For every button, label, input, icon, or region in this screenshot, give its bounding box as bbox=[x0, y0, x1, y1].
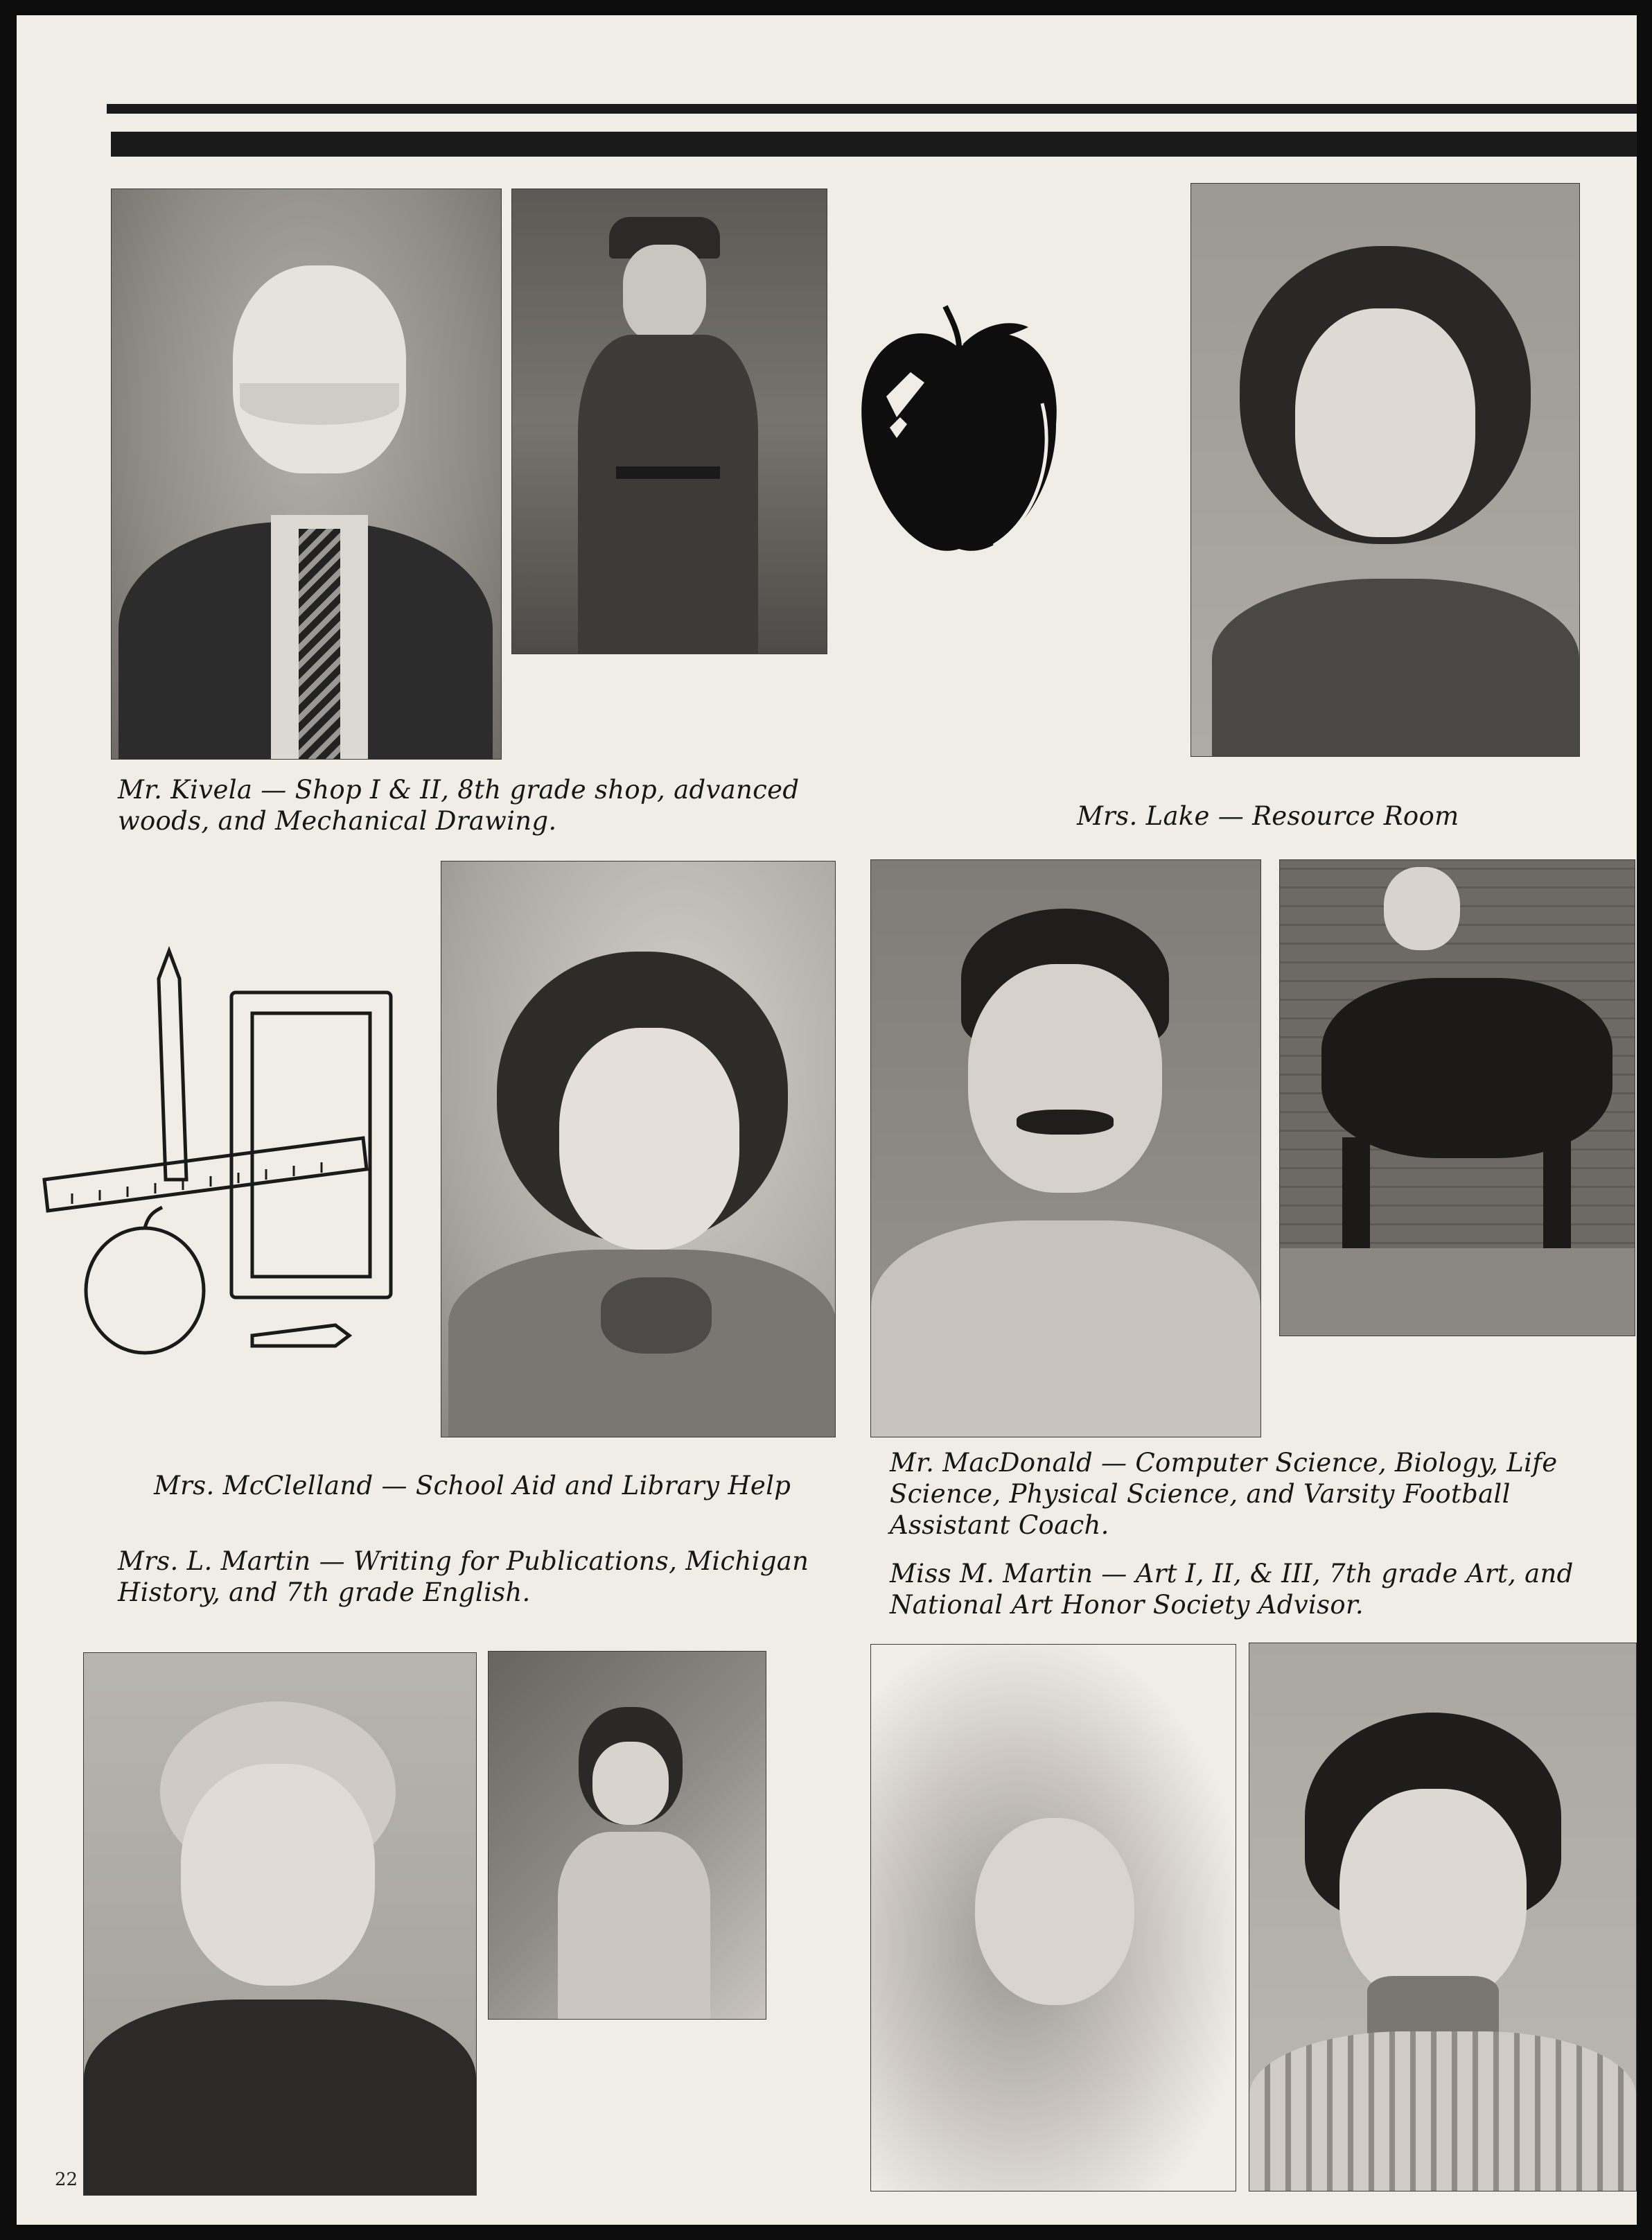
photo-l-martin-young bbox=[488, 1651, 766, 2020]
photo-mcclelland-portrait bbox=[441, 861, 836, 1437]
caption-mcclelland: Mrs. McClelland — School Aid and Library Help bbox=[154, 1471, 791, 1500]
apple-illustration bbox=[848, 299, 1070, 577]
photo-l-martin-portrait bbox=[83, 1652, 477, 2196]
caption-m-martin: Miss M. Martin — Art I, II, & III, 7th grade Art, and National Art Honor Society Advisor. bbox=[890, 1559, 1574, 1620]
photo-kivela-portrait bbox=[111, 189, 502, 760]
photo-m-martin-baby bbox=[870, 1644, 1236, 2191]
school-supplies-illustration bbox=[44, 937, 432, 1381]
photo-macdonald-portrait bbox=[870, 859, 1261, 1437]
photo-macdonald-childhood bbox=[1279, 859, 1635, 1336]
header-rule-thin bbox=[107, 104, 1637, 114]
caption-lake: Mrs. Lake — Resource Room bbox=[1077, 801, 1459, 831]
header-rule-thick bbox=[111, 132, 1637, 157]
caption-macdonald: Mr. MacDonald — Computer Science, Biology, Life Science, Physical Science, and Varsity Football Assistant Coach. bbox=[890, 1448, 1558, 1540]
photo-m-martin-portrait bbox=[1249, 1643, 1637, 2191]
photo-kivela-childhood bbox=[511, 189, 827, 654]
photo-lake-portrait bbox=[1190, 183, 1580, 757]
yearbook-page bbox=[17, 15, 1637, 2225]
page-number: 22 bbox=[55, 2169, 78, 2190]
caption-l-martin: Mrs. L. Martin — Writing for Publications, Michigan History, and 7th grade English. bbox=[118, 1546, 809, 1607]
caption-kivela: Mr. Kivela — Shop I & II, 8th grade shop, advanced woods, and Mechanical Drawing. bbox=[118, 775, 800, 836]
